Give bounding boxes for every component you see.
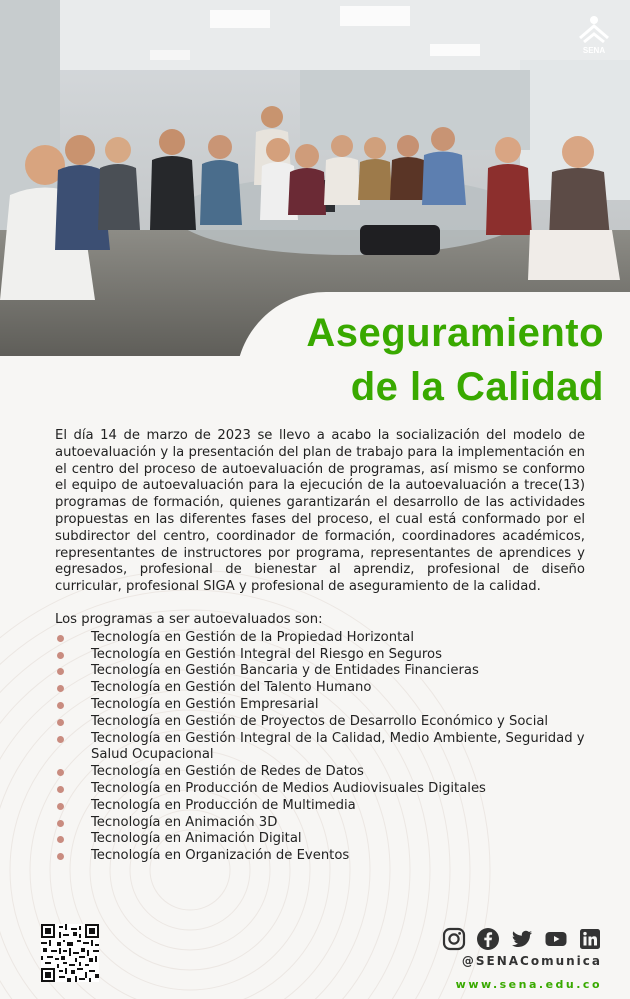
linkedin-icon[interactable]	[578, 927, 602, 951]
qr-code[interactable]	[41, 924, 99, 982]
list-item: Tecnología en Animación 3D	[55, 815, 585, 832]
programs-list	[55, 630, 585, 865]
title-line-2: de la Calidad	[350, 365, 604, 409]
list-item: Tecnología en Gestión Bancaria y de Entidades Financieras	[55, 663, 585, 680]
social-handle[interactable]: @SENAComunica	[461, 954, 602, 968]
list-item: Tecnología en Gestión Integral de la Calidad, Medio Ambiente, Seguridad y Salud Ocupacional	[55, 731, 585, 765]
list-item: Tecnología en Gestión de Proyectos de Desarrollo Económico y Social	[55, 714, 585, 731]
list-item: Tecnología en Gestión de Redes de Datos	[55, 764, 585, 781]
website-link[interactable]: www.sena.edu.co	[455, 978, 602, 991]
page-title	[306, 306, 604, 414]
main-content	[55, 428, 585, 865]
sena-logo-text: SENA	[582, 46, 606, 54]
list-item: Tecnología en Organización de Eventos	[55, 848, 585, 865]
list-item: Tecnología en Producción de Medios Audiovisuales Digitales	[55, 781, 585, 798]
social-links	[442, 927, 602, 951]
list-item: Tecnología en Gestión Empresarial	[55, 697, 585, 714]
list-item: Tecnología en Gestión del Talento Humano	[55, 680, 585, 697]
title-line-1: Aseguramiento	[306, 311, 604, 355]
facebook-icon[interactable]	[476, 927, 500, 951]
youtube-icon[interactable]	[544, 927, 568, 951]
list-item: Tecnología en Producción de Multimedia	[55, 798, 585, 815]
sena-logo	[574, 14, 614, 54]
instagram-icon[interactable]	[442, 927, 466, 951]
list-item: Tecnología en Gestión Integral del Riesgo en Seguros	[55, 647, 585, 664]
body-paragraph: El día 14 de marzo de 2023 se llevo a acabo la socialización del modelo de autoevaluación y la presentación del plan de trabajo para la implementación en el centro del proceso de autoevaluación de programas, así mismo se conformo el equipo de autoevaluación para la ejecución de la autoevaluación a trece(13) programas de formación, quienes garantizarán el desarrollo de las actividades propuestas en las diferentes fases del proceso, el cual está conformado por el subdirector del centro, coordinador de formación, coordinadores académicos, representantes de instructores por programa, representantes de aprendices y egresados, profesional de bienestar al aprendiz, profesional de diseño curricular, profesional SIGA y profesional de aseguramiento de la calidad.	[55, 428, 585, 595]
twitter-icon[interactable]	[510, 927, 534, 951]
list-item: Tecnología en Animación Digital	[55, 831, 585, 848]
programs-intro: Los programas a ser autoevaluados son:	[55, 611, 323, 627]
list-item: Tecnología en Gestión de la Propiedad Horizontal	[55, 630, 585, 647]
